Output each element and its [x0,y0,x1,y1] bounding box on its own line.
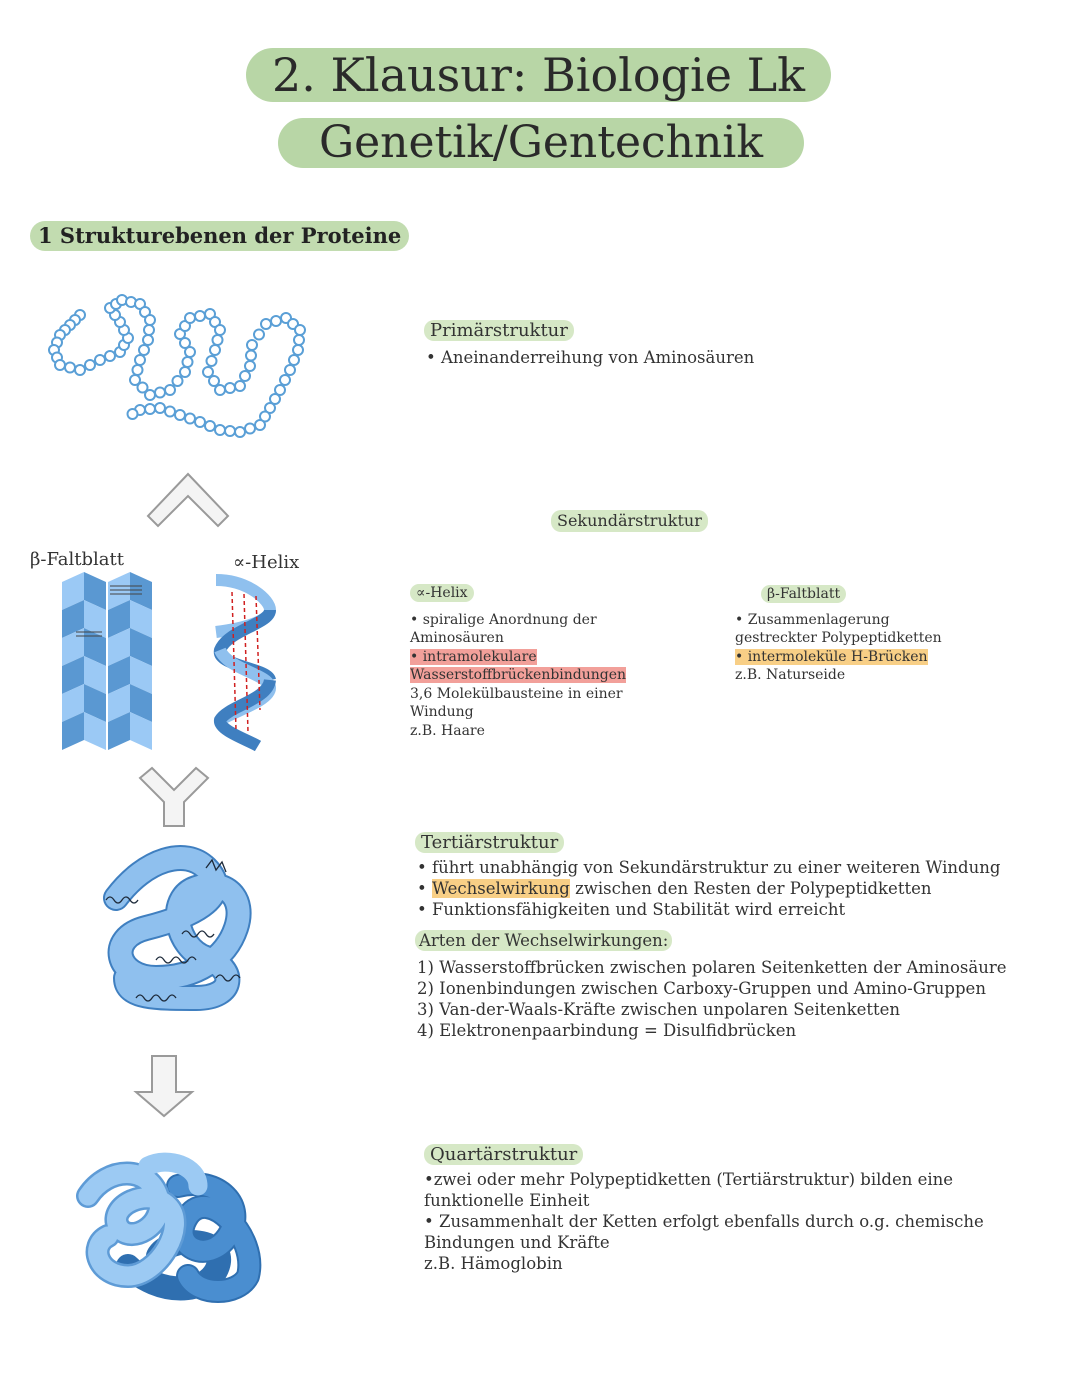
title-line-1-text: 2. Klausur: Biologie Lk [271,48,806,102]
primary-block [424,320,754,368]
amino-acid-bead [165,385,175,395]
quaternary-block [424,1144,984,1274]
tertiary-type-4: 4) Elektronenpaarbindung = Disulfidbrücken [417,1021,797,1040]
tertiary-type-1: 1) Wasserstoffbrücken zwischen polaren Seitenketten der Aminosäure [417,958,1007,977]
amino-acid-bead [145,404,155,414]
tertiary-bullet-3: • Funktionsfähigkeiten und Stabilität wird erreicht [417,900,846,919]
tertiary-type-2: 2) Ionenbindungen zwischen Carboxy-Gruppen und Amino-Gruppen [417,979,986,998]
sheet-line-3: • intermoleküle H-Brücken [735,648,928,665]
amino-acid-bead [207,356,217,366]
alpha-helix-diagram [208,570,288,750]
helix-line-5: 3,6 Molekülbausteine in einer [410,685,623,702]
amino-acid-bead [285,365,295,375]
amino-acid-bead [209,376,219,386]
amino-acid-bead [289,355,299,365]
alpha-label: ∝-Helix [233,552,300,573]
amino-acid-bead [95,355,105,365]
amino-acid-bead [245,361,255,371]
amino-acid-bead [105,351,115,361]
primary-title: Primärstruktur [424,320,574,341]
arrow-down-icon [130,1052,200,1122]
helix-line-4: Wasserstoffbrückenbindungen [410,667,627,683]
amino-acid-bead [225,383,235,393]
amino-acid-bead [55,360,65,370]
amino-acid-bead [165,407,175,417]
quaternary-line-2: funktionelle Einheit [424,1191,590,1210]
tertiary-bullet-2-prefix: • [417,879,432,898]
tertiary-title: Tertiärstruktur [415,832,564,853]
amino-acid-bead [155,388,165,398]
amino-acid-bead [225,426,235,436]
quaternary-line-4: Bindungen und Kräfte [424,1233,610,1252]
quaternary-title: Quartärstruktur [424,1144,583,1165]
amino-acid-bead [293,345,303,355]
sheet-line-1: • Zusammenlagerung [735,611,890,628]
amino-acid-bead [65,363,75,373]
amino-acid-bead [183,357,193,367]
helix-line-1: • spiralige Anordnung der [410,611,597,628]
amino-acid-bead [255,420,265,430]
amino-acid-bead [235,427,245,437]
quaternary-line-1: •zwei oder mehr Polypeptidketten (Tertiärstruktur) bilden eine [424,1170,954,1189]
amino-acid-bead [240,371,250,381]
amino-acid-bead [215,325,225,335]
amino-acid-bead [195,311,205,321]
amino-acid-bead [205,421,215,431]
amino-acid-bead [173,376,183,386]
helix-block [410,584,626,740]
amino-acid-bead [247,340,257,350]
helix-line-3: • intramolekulare [410,648,537,665]
amino-acid-bead [271,316,281,326]
amino-acid-bead [246,351,256,361]
quaternary-line-5: z.B. Hämoglobin [424,1254,563,1273]
amino-acid-bead [139,345,149,355]
amino-acid-bead [133,365,143,375]
sheet-line-2: gestreckter Polypeptidketten [735,630,942,646]
title-line-1 [246,48,831,102]
amino-acid-bead [213,335,223,345]
amino-acid-bead [254,330,264,340]
amino-acid-bead [135,355,145,365]
amino-acid-bead [210,345,220,355]
sheet-title: β-Faltblatt [761,585,846,603]
arrow-down-chevron-icon [134,764,214,834]
tertiary-type-3: 3) Van-der-Waals-Kräfte zwischen unpolaren Seitenketten [417,1000,901,1019]
amino-acid-bead [235,381,245,391]
section-heading-text: 1 Strukturebenen der Proteine [38,223,402,248]
secondary-title [551,510,708,532]
amino-acid-bead [145,390,155,400]
amino-acid-bead [143,335,153,345]
tertiary-bullet-2-rest: zwischen den Resten der Polypeptidketten [569,879,932,898]
amino-acid-bead [144,325,154,335]
amino-acid-bead [261,319,271,329]
amino-acid-bead [180,367,190,377]
amino-acid-bead [75,365,85,375]
sheet-block [735,585,942,685]
secondary-title-text: Sekundärstruktur [551,510,708,532]
beta-sheet-diagram [62,572,172,752]
section-heading [30,221,409,251]
amino-acid-bead [280,375,290,385]
primary-bullet: • Aneinanderreihung von Aminosäuren [426,348,755,367]
amino-acid-bead [294,335,304,345]
tertiary-bullet-2-highlight: Wechselwirkung [431,879,570,898]
helix-line-2: Aminosäuren [410,630,504,646]
amino-acid-bead [175,410,185,420]
helix-title: ∝-Helix [410,584,474,602]
amino-acid-bead [128,409,138,419]
title-line-2 [278,118,804,168]
tertiary-types-title: Arten der Wechselwirkungen: [415,930,672,951]
title-line-2-text: Genetik/Gentechnik [318,117,764,168]
amino-acid-bead [185,313,195,323]
tertiary-structure-diagram [86,838,266,1018]
amino-acid-bead [145,315,155,325]
amino-acid-bead [195,417,205,427]
helix-line-6: Windung [410,704,474,720]
amino-acid-bead [245,424,255,434]
sheet-line-4: z.B. Naturseide [735,667,846,683]
amino-acid-bead [295,325,305,335]
amino-acid-bead [85,360,95,370]
quaternary-structure-diagram [68,1146,278,1306]
amino-acid-bead [155,403,165,413]
primary-structure-diagram [40,290,340,460]
tertiary-bullet-1: • führt unabhängig von Sekundärstruktur zu einer weiteren Windung [417,858,1001,877]
amino-acid-bead [215,385,225,395]
amino-acid-bead [203,367,213,377]
beta-label: β-Faltblatt [30,549,124,570]
arrow-up-icon [138,466,238,536]
tertiary-block [415,832,1007,1041]
quaternary-line-3: • Zusammenhalt der Ketten erfolgt ebenfalls durch o.g. chemische [424,1212,984,1231]
amino-acid-bead [185,414,195,424]
amino-acid-bead [215,425,225,435]
helix-line-7: z.B. Haare [410,722,485,739]
